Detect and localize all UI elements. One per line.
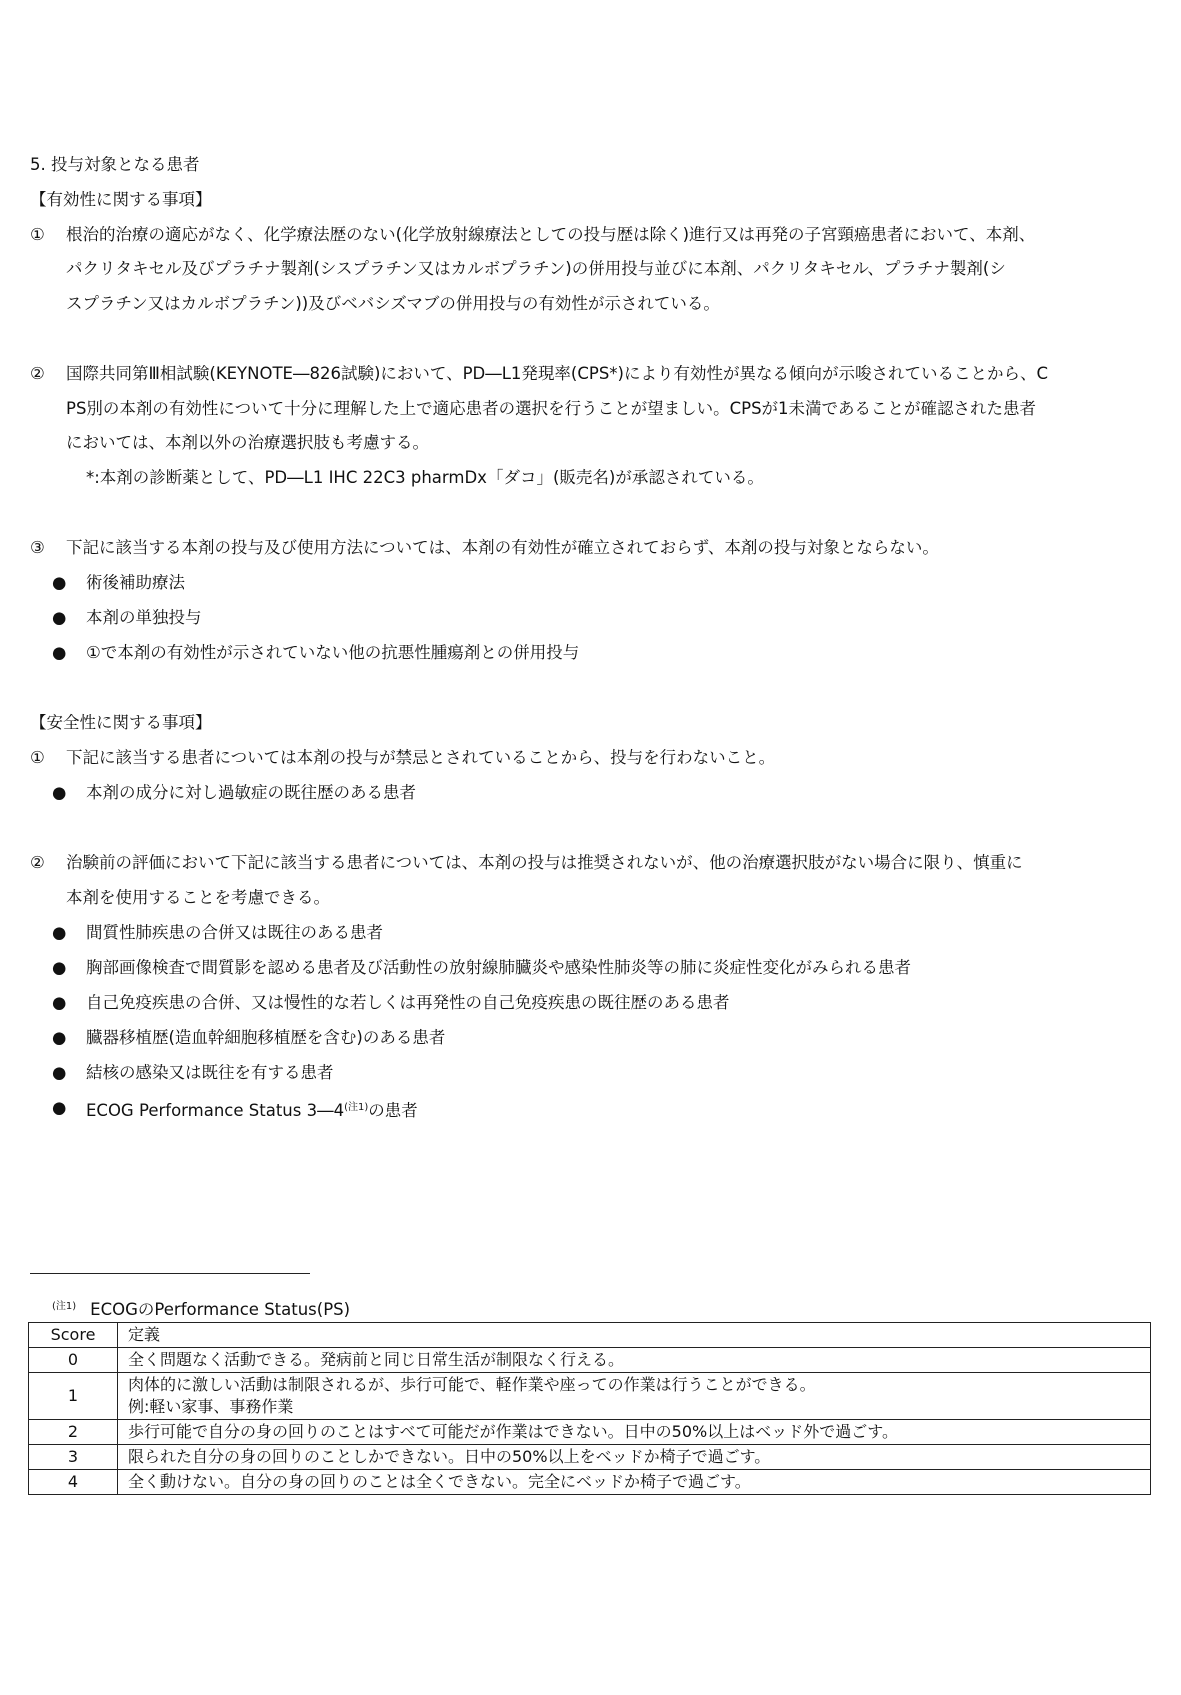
definition-cell: 全く動けない。自分の身の回りのことは全くできない。完全にベッドか椅子で過ごす。 [118,1470,1151,1495]
table-row [29,1373,1151,1420]
footnote-divider [30,1273,310,1274]
definition-line: 肉体的に激しい活動は制限されるが、歩行可能で、軽作業や座っての作業は行うことができる。 [128,1375,816,1394]
bullet-icon: ● [52,783,67,802]
bullet-icon: ● [52,1063,67,1082]
paragraph-line: 本剤を使用することを考慮できる。 [66,888,330,907]
definition-cell: 限られた自分の身の回りのことしかできない。日中の50%以上をベッドか椅子で過ごす。 [118,1445,1151,1470]
bullet-item: 臓器移植歴(造血幹細胞移植歴を含む)のある患者 [86,1028,446,1047]
ecog-suffix: の患者 [368,1101,418,1120]
bullet-item: 結核の感染又は既往を有する患者 [86,1063,334,1082]
definition-line: 例:軽い家事、事務作業 [128,1397,294,1416]
table-caption [52,1296,350,1320]
ecog-text: ECOG Performance Status 3―4 [86,1101,345,1120]
item-marker: ① [30,748,45,767]
score-cell: 0 [29,1348,118,1373]
bullet-icon: ● [52,573,67,592]
definition-cell: 歩行可能で自分の身の回りのことはすべて可能だが作業はできない。日中の50%以上はベッド外で過ごす。 [118,1420,1151,1445]
footnote-mark: (注1) [52,1301,77,1312]
bullet-item: 本剤の単独投与 [86,608,202,627]
paragraph-line: パクリタキセル及びプラチナ製剤(シスプラチン又はカルボプラチン)の併用投与並びに本剤、パクリタキセル、プラチナ製剤(シ [66,259,1006,278]
definition-cell: 全く問題なく活動できる。発病前と同じ日常生活が制限なく行える。 [118,1348,1151,1373]
safety-heading: 【安全性に関する事項】 [30,713,212,732]
paragraph-line: 治験前の評価において下記に該当する患者については、本剤の投与は推奨されないが、他の治療選択肢がない場合に限り、慎重に [66,853,1023,872]
bullet-icon: ● [52,923,67,942]
efficacy-heading: 【有効性に関する事項】 [30,190,212,209]
score-cell: 3 [29,1445,118,1470]
bullet-item: 術後補助療法 [86,573,185,592]
table-row [29,1348,1151,1373]
definition-cell [118,1373,1151,1420]
bullet-item: 胸部画像検査で間質影を認める患者及び活動性の放射線肺臓炎や感染性肺炎等の肺に炎症性変化がみられる患者 [86,958,911,977]
bullet-icon: ● [52,608,67,627]
item-marker: ③ [30,538,45,557]
paragraph-line: スプラチン又はカルボプラチン))及びベバシズマブの併用投与の有効性が示されている。 [66,294,720,313]
paragraph-line: 下記に該当する本剤の投与及び使用方法については、本剤の有効性が確立されておらず、本剤の投与対象とならない。 [66,538,939,557]
table-row [29,1420,1151,1445]
footnote-ref[interactable]: (注1) [344,1102,369,1113]
table-row [29,1445,1151,1470]
bullet-item: ①で本剤の有効性が示されていない他の抗悪性腫瘍剤との併用投与 [86,643,580,662]
header-score: Score [29,1323,118,1348]
bullet-icon: ● [52,1098,67,1117]
caption-text: ECOGのPerformance Status(PS) [90,1300,351,1319]
bullet-icon: ● [52,958,67,977]
bullet-item [86,1098,418,1121]
paragraph-line: PS別の本剤の有効性について十分に理解した上で適応患者の選択を行うことが望ましい。CPSが1未満であることが確認された患者 [66,399,1037,418]
paragraph-line: 下記に該当する患者については本剤の投与が禁忌とされていることから、投与を行わないこと。 [66,748,776,767]
section-title: 5. 投与対象となる患者 [30,155,200,174]
paragraph-line: 根治的治療の適応がなく、化学療法歴のない(化学放射線療法としての投与歴は除く)進行又は再発の子宮頸癌患者において、本剤、 [66,225,1036,244]
score-cell: 4 [29,1470,118,1495]
table-row [29,1470,1151,1495]
item-marker: ① [30,225,45,244]
bullet-item: 本剤の成分に対し過敏症の既往歴のある患者 [86,783,416,802]
bullet-icon: ● [52,1028,67,1047]
bullet-item: 間質性肺疾患の合併又は既往のある患者 [86,923,383,942]
item-marker: ② [30,853,45,872]
score-cell: 1 [29,1373,118,1420]
paragraph-line: 国際共同第Ⅲ相試験(KEYNOTE―826試験)において、PD―L1発現率(CPS*)により有効性が異なる傾向が示唆されていることから、C [66,364,1049,383]
ecog-table [28,1322,1151,1495]
item-marker: ② [30,364,45,383]
bullet-icon: ● [52,643,67,662]
table-header-row [29,1323,1151,1348]
paragraph-line: においては、本剤以外の治療選択肢も考慮する。 [66,433,429,452]
bullet-item: 自己免疫疾患の合併、又は慢性的な若しくは再発性の自己免疫疾患の既往歴のある患者 [86,993,730,1012]
header-definition: 定義 [118,1323,1151,1348]
footnote-cps: *:本剤の診断薬として、PD―L1 IHC 22C3 pharmDx「ダコ」(販売名)が承認されている。 [86,468,764,487]
bullet-icon: ● [52,993,67,1012]
score-cell: 2 [29,1420,118,1445]
